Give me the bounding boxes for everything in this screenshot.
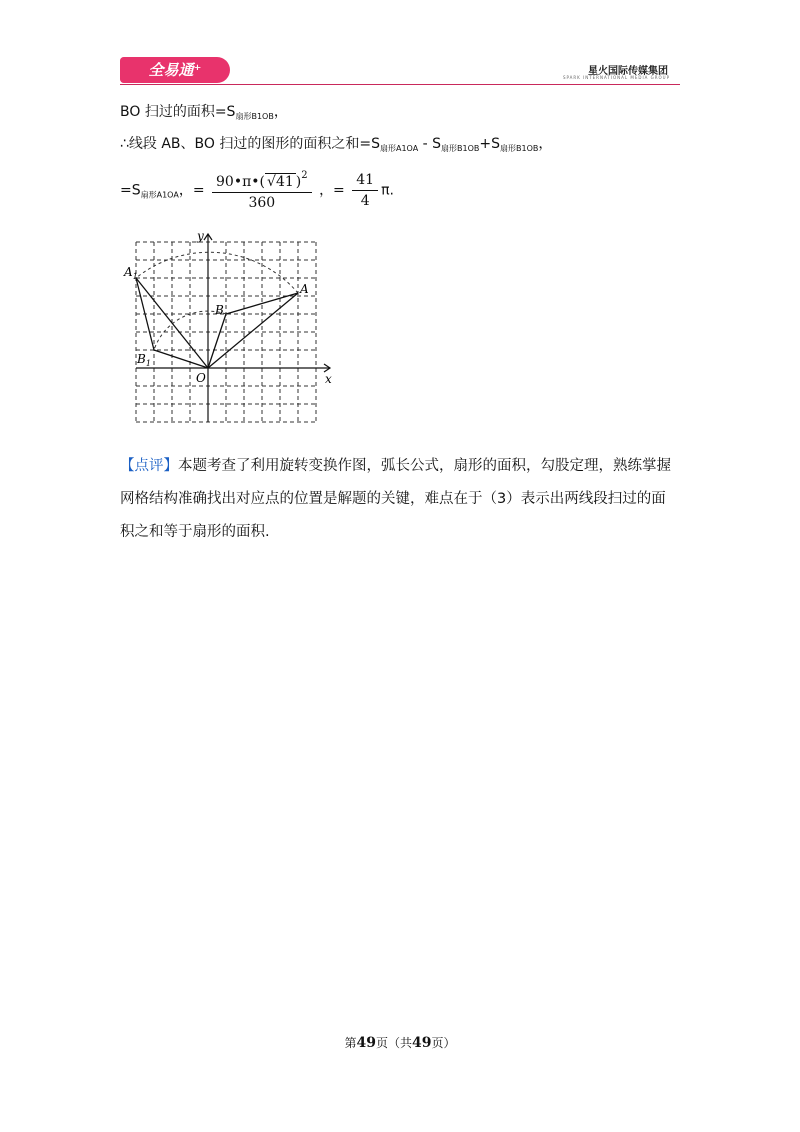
rotation-arcs	[136, 252, 298, 350]
page-footer: 第49页（共49页）	[344, 1035, 456, 1051]
publisher-subtitle: SPARK INTERNATIONAL MEDIA GROUP	[562, 75, 670, 80]
dashed-grid	[136, 242, 316, 422]
comment-tag: 【点评】	[120, 458, 178, 474]
page-total: 49	[412, 1035, 432, 1051]
sqrt-radical: √41	[267, 174, 294, 190]
rotation-figure	[126, 226, 342, 428]
brand-logo	[120, 57, 230, 83]
origin-O-label: O	[196, 371, 206, 385]
result-fraction: $\frac{41}{4}$	[352, 172, 378, 209]
area-fraction: $\frac{90•\pi•( √41 )^2}{360}$	[212, 170, 312, 211]
point-A1-label: $A_1$	[124, 265, 138, 281]
comment-paragraph	[120, 450, 680, 549]
brand-logo-text: 全易通⁺	[148, 61, 202, 79]
point-B-label: B	[215, 303, 224, 317]
comment-text: 本题考查了利用旋转变换作图，弧长公式，扇形的面积，勾股定理，熟练掌握网格结构准确找出对应点的位置是解题的关键，难点在于（3）表示出两线段扫过的面积之和等于扇形的面积.	[120, 458, 671, 540]
solution-line-1: BO 扫过的面积$=S_{扇形B1OB}$，	[120, 104, 288, 121]
coordinate-axes	[136, 234, 330, 422]
page-number: 49	[356, 1035, 376, 1051]
header-divider	[120, 84, 680, 85]
point-B1-label: $B_1$	[137, 352, 151, 368]
solution-line-3: $=S_{扇形A1OA}$，= $\frac{90•\pi•( √41 )^2}{360}$ ，= $\frac{41}{4}$ π.	[120, 170, 394, 211]
point-A-label: A	[300, 282, 309, 296]
solution-line-2: ∴线段 AB、BO 扫过的图形的面积之和$=S_{扇形A1OA} - S_{扇形B1OB}+S_{扇形B1OB}$，	[120, 136, 553, 153]
x-axis-label: x	[325, 372, 332, 386]
publisher-name: 星火国际传媒集团	[588, 66, 668, 77]
y-axis-label: y	[197, 229, 204, 243]
